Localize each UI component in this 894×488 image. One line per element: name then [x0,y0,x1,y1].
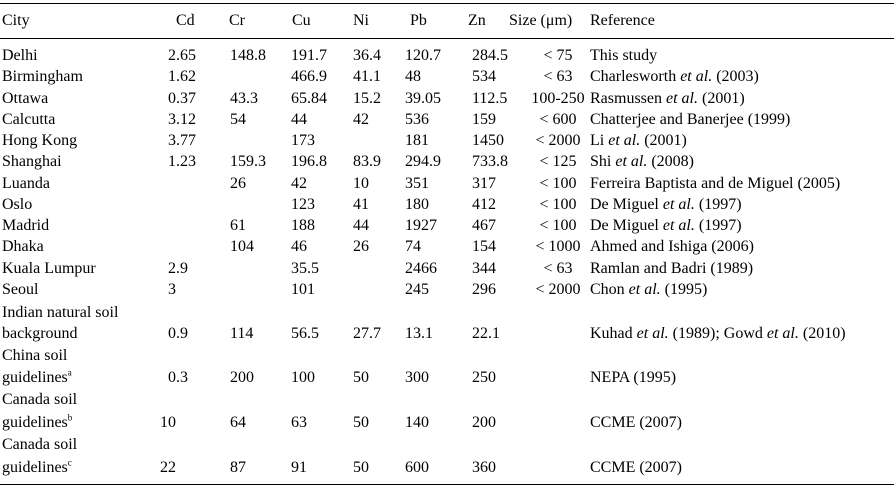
row-zn: 360 [472,459,496,476]
row-ni: 44 [353,217,369,234]
row-pb: 140 [405,414,429,431]
row-ni: 50 [353,369,369,386]
ref-part: Chon [590,281,629,298]
row-pb: 39.05 [405,90,441,107]
row-cu: 56.5 [291,325,319,342]
row-size: < 1000 [535,238,581,255]
row-cd: 3.12 [168,111,196,128]
row-cu: 91 [291,459,307,476]
ref-italic: et al. [766,325,799,342]
row-cu: 191.7 [291,47,327,64]
row-reference [590,46,657,66]
row-pb: 74 [405,238,421,255]
row-city: Delhi [2,47,38,64]
row-cr: 43.3 [230,90,258,107]
ref-part: De Miguel [590,196,663,213]
row-cd: 2.65 [168,47,196,64]
row-cr: 26 [230,175,246,192]
row-cu: 123 [291,196,315,213]
row-pb: 245 [405,281,429,298]
row-pb: 48 [405,68,421,85]
row-city-line1: Canada soil [2,436,78,453]
row-pb: 600 [405,459,429,476]
row-ni: 36.4 [353,47,381,64]
row-ni: 50 [353,414,369,431]
row-size: < 2000 [535,132,581,149]
header-cd: Cd [176,12,195,29]
row-reference [590,174,840,194]
row-cd: 0.3 [168,369,188,386]
row-reference [590,259,753,279]
row-cu: 188 [291,217,315,234]
ref-part: Chatterjee and Banerjee (1999) [590,111,791,128]
row-zn: 284.5 [472,47,508,64]
ref-part: Shi [590,153,616,170]
row-cr: 148.8 [230,47,266,64]
row-cd: 1.62 [168,68,196,85]
ref-part: Rasmussen [590,90,666,107]
ref-part: (1997) [694,217,742,234]
row-zn: 344 [472,260,496,277]
header-reference: Reference [590,12,655,29]
row-city-line2: background [2,325,78,342]
row-zn: 412 [472,196,496,213]
row-cr: 159.3 [230,153,266,170]
header-ni: Ni [353,12,369,29]
header-cu: Cu [292,12,311,29]
row-reference [590,280,707,300]
ref-italic: et al. [666,90,698,107]
ref-part: (2010) [798,325,846,342]
ref-part: (1997) [694,196,742,213]
row-size: < 100 [539,217,577,234]
row-zn: 200 [472,414,496,431]
row-size: 100-250 [531,90,585,107]
ref-part: Charlesworth [590,68,681,85]
footnote-mark: c [67,457,72,468]
row-reference: CCME (2007) [590,414,682,431]
row-zn: 154 [472,238,496,255]
footnote-mark: a [67,367,72,378]
ref-italic: et al. [628,281,661,298]
footnote-mark: b [67,412,73,423]
row-zn: 534 [472,68,496,85]
row-cd: 2.9 [168,260,188,277]
ref-part: Kuhad [590,325,637,342]
row-city: Ottawa [2,90,49,107]
row-cr: 64 [230,414,246,431]
row-cu: 196.8 [291,153,327,170]
row-cr: 200 [230,369,254,386]
row-zn: 22.1 [472,325,500,342]
row-zn: 250 [472,369,496,386]
row-pb: 351 [405,175,429,192]
row-cd: 3 [168,281,176,298]
row-reference: NEPA (1995) [590,369,677,386]
row-zn: 112.5 [472,90,508,107]
row-reference [590,216,742,236]
ref-part: De Miguel [590,217,663,234]
ref-part: (2001) [640,132,687,149]
row-city-line1: Canada soil [2,391,78,408]
row-reference [590,110,790,130]
row-ni: 41.1 [353,68,381,85]
row-cr: 61 [230,217,246,234]
row-ni: 50 [353,459,369,476]
row-zn: 159 [472,111,496,128]
row-reference: CCME (2007) [590,459,682,476]
ref-part: Ferreira Baptista and de Miguel (2005) [590,175,841,192]
header-cr: Cr [229,12,245,29]
header-pb: Pb [410,12,427,29]
row-pb: 536 [405,111,429,128]
row-size: < 100 [539,196,577,213]
row-size: < 2000 [535,281,581,298]
city-text: guidelines [2,459,68,476]
row-ni: 42 [353,111,369,128]
row-zn: 1450 [472,132,504,149]
table-header-rule [0,38,894,39]
row-city-line2 [2,413,72,433]
city-text: guidelines [2,369,68,386]
row-size: < 63 [543,68,573,85]
row-cd: 1.23 [168,153,196,170]
row-city: Madrid [2,217,50,234]
ref-part: Ahmed and Ishiga (2006) [590,238,754,255]
row-reference [590,67,759,87]
row-cu: 46 [291,238,307,255]
ref-italic: et al. [662,196,695,213]
row-city-line1: China soil [2,347,68,364]
row-ni: 41 [353,196,369,213]
row-cu: 63 [291,414,307,431]
row-city: Calcutta [2,111,56,128]
row-cd: 3.77 [168,132,196,149]
table-bottom-rule [0,484,894,485]
row-pb: 13.1 [405,325,433,342]
header-zn: Zn [468,12,486,29]
header-city: City [2,12,30,29]
row-cu: 44 [291,111,307,128]
row-city: Seoul [2,281,39,298]
row-city-line1: Indian natural soil [2,304,119,321]
row-cu: 65.84 [291,90,327,107]
row-ni: 10 [353,175,369,192]
row-pb: 300 [405,369,429,386]
city-text: guidelines [2,414,68,431]
row-pb: 181 [405,132,429,149]
row-city: Kuala Lumpur [2,260,96,277]
row-pb: 1927 [405,217,437,234]
row-city: Birmingham [2,68,83,85]
row-cr: 114 [230,325,254,342]
row-pb: 180 [405,196,429,213]
ref-italic: et al. [608,132,641,149]
ref-part: This study [590,47,658,64]
row-reference [590,324,846,344]
row-ni: 27.7 [353,325,381,342]
row-cu: 466.9 [291,68,327,85]
row-cd: 22 [160,459,176,476]
ref-part: Ramlan and Badri (1989) [590,260,754,277]
row-size: < 63 [543,260,573,277]
row-size: < 100 [539,175,577,192]
row-cu: 35.5 [291,260,319,277]
row-cr: 87 [230,459,246,476]
ref-italic: et al. [615,153,648,170]
row-size: < 125 [539,153,577,170]
row-reference [590,131,687,151]
row-reference [590,89,745,109]
row-cr: 54 [230,111,246,128]
row-size: < 600 [539,111,577,128]
row-zn: 733.8 [472,153,508,170]
row-zn: 296 [472,281,496,298]
row-cd: 0.37 [168,90,196,107]
row-cr: 104 [230,238,254,255]
row-city: Luanda [2,175,50,192]
row-cu: 100 [291,369,315,386]
row-zn: 467 [472,217,496,234]
row-ni: 83.9 [353,153,381,170]
ref-part: (1989); Gowd [668,325,767,342]
row-cu: 42 [291,175,307,192]
table-top-rule [0,3,894,4]
row-city-line2 [2,458,72,478]
ref-part: (2008) [647,153,694,170]
row-city: Oslo [2,196,33,213]
row-reference [590,237,754,257]
row-pb: 2466 [405,260,437,277]
row-pb: 120.7 [405,47,441,64]
row-ni: 15.2 [353,90,381,107]
row-zn: 317 [472,175,496,192]
row-reference [590,152,694,172]
ref-italic: et al. [636,325,669,342]
ref-part: (2003) [712,68,759,85]
row-reference [590,195,742,215]
row-cu: 101 [291,281,315,298]
row-cd: 0.9 [168,325,188,342]
row-city-line2 [2,368,72,388]
row-city: Dhaka [2,238,44,255]
ref-part: (2001) [698,90,745,107]
ref-italic: et al. [662,217,695,234]
row-size: < 75 [543,47,573,64]
header-size: Size (μm) [509,12,573,29]
ref-part: Li [590,132,609,149]
row-ni: 26 [353,238,369,255]
ref-italic: et al. [680,68,713,85]
row-city: Hong Kong [2,132,78,149]
row-city: Shanghai [2,153,62,170]
row-pb: 294.9 [405,153,441,170]
row-cu: 173 [291,132,315,149]
row-cd: 10 [160,414,176,431]
ref-part: (1995) [660,281,708,298]
